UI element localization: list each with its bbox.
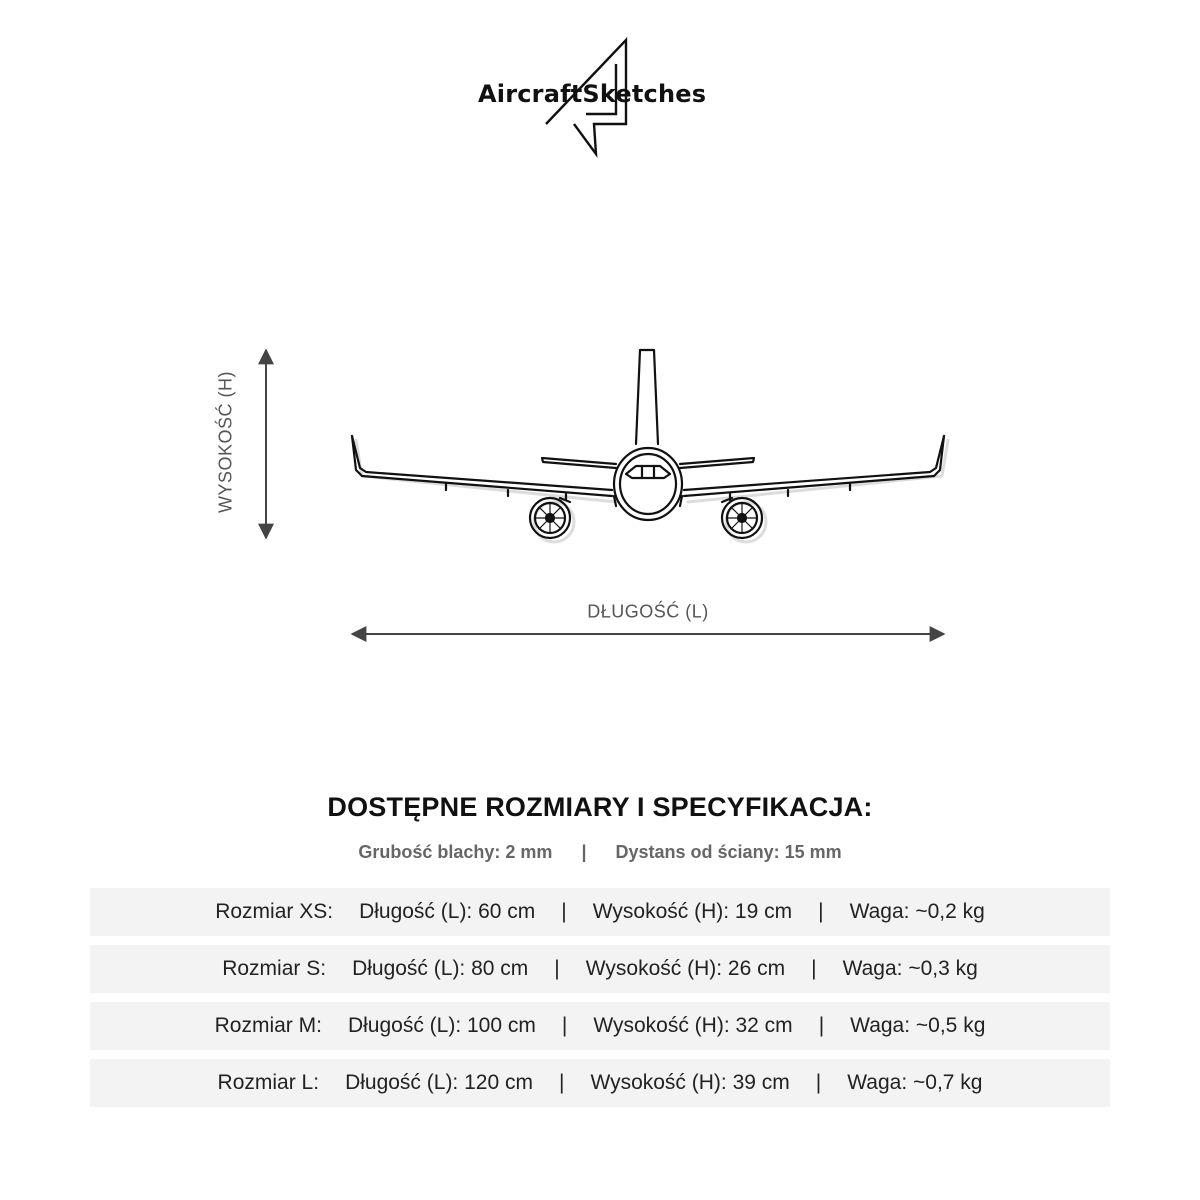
brand-name: AircraftSketches (478, 80, 707, 108)
separator: | (581, 842, 587, 862)
size-height: Wysokość (H): 39 cm (590, 1071, 790, 1094)
size-length: Długość (L): 80 cm (352, 957, 529, 980)
size-name: Rozmiar S: (222, 957, 327, 980)
specs-title: DOSTĘPNE ROZMIARY I SPECYFIKACJA: (327, 792, 873, 822)
size-length: Długość (L): 60 cm (359, 900, 536, 923)
separator: | (561, 900, 567, 923)
size-row-s (90, 945, 1110, 993)
size-weight: Waga: ~0,3 kg (842, 957, 978, 980)
height-label: WYSOKOŚĆ (H) (215, 370, 236, 514)
size-height: Wysokość (H): 26 cm (585, 957, 786, 980)
separator: | (558, 1071, 565, 1094)
separator: | (818, 1014, 825, 1037)
airplane-front-icon (352, 350, 948, 542)
size-height: Wysokość (H): 19 cm (592, 900, 793, 923)
specs-subtitle (0, 842, 1200, 863)
separator: | (818, 900, 824, 923)
size-weight: Waga: ~0,5 kg (850, 1014, 986, 1037)
size-name: Rozmiar L: (217, 1071, 320, 1094)
size-name: Rozmiar M: (214, 1014, 322, 1037)
size-length: Długość (L): 100 cm (347, 1014, 536, 1037)
sheet-thickness: Grubość blachy: 2 mm (358, 842, 553, 862)
size-name: Rozmiar XS: (215, 900, 334, 923)
separator: | (815, 1071, 822, 1094)
separator: | (561, 1014, 568, 1037)
size-weight: Waga: ~0,2 kg (849, 900, 985, 923)
sizes-table (90, 888, 1110, 1116)
size-row-xs (90, 888, 1110, 936)
separator: | (811, 957, 817, 980)
size-row-m (90, 1002, 1110, 1050)
wall-distance: Dystans od ściany: 15 mm (615, 842, 842, 862)
size-row-l (90, 1059, 1110, 1107)
length-label: DŁUGOŚĆ (L) (587, 601, 709, 622)
size-length: Długość (L): 120 cm (345, 1071, 533, 1094)
size-height: Wysokość (H): 32 cm (593, 1014, 793, 1037)
separator: | (554, 957, 560, 980)
size-weight: Waga: ~0,7 kg (847, 1071, 983, 1094)
